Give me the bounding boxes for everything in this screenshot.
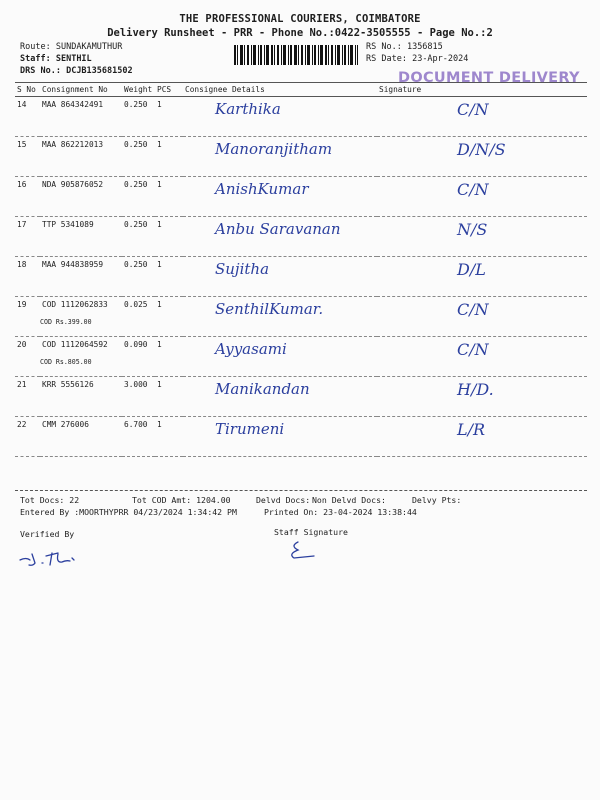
- delivery-status-handwritten: C/N: [457, 100, 489, 119]
- drs-line: [20, 66, 133, 76]
- non-delvd-docs: Non Delvd Docs:: [312, 495, 386, 505]
- table-row: [15, 417, 587, 457]
- consignee-cell: [183, 417, 377, 457]
- pieces: 1: [155, 97, 183, 137]
- weight: 3.000: [122, 377, 155, 417]
- col-consignment-no: Consignment No: [40, 83, 122, 97]
- pieces: 1: [155, 337, 183, 377]
- rs-date-line: [366, 54, 468, 64]
- consignment-cell: [40, 297, 122, 337]
- verified-by-label: Verified By: [20, 529, 75, 539]
- signature-cell: [377, 337, 587, 377]
- cod-amount: COD Rs.805.00: [40, 358, 92, 366]
- table-row: [15, 377, 587, 417]
- signature-cell: [377, 297, 587, 337]
- consignee-name-handwritten: Sujitha: [215, 260, 270, 278]
- consignment-cell: [40, 337, 122, 377]
- serial-number: 19: [15, 297, 40, 337]
- delivery-status-handwritten: C/N: [457, 300, 489, 319]
- serial-number: 22: [15, 417, 40, 457]
- route-line: [20, 42, 122, 52]
- signature-cell: [377, 97, 587, 137]
- runsheet-title: Delivery Runsheet - PRR - Phone No.:0422-3505555 - Page No.:2: [107, 27, 493, 39]
- weight: 0.250: [122, 97, 155, 137]
- tot-cod-amount: Tot COD Amt: 1204.00: [132, 495, 231, 505]
- consignee-cell: [183, 177, 377, 217]
- pieces: 1: [155, 137, 183, 177]
- document-delivery-stamp: DOCUMENT DELIVERY: [398, 70, 580, 86]
- col-sno: S No: [15, 83, 40, 97]
- weight: 0.250: [122, 137, 155, 177]
- pieces: 1: [155, 297, 183, 337]
- weight: 0.025: [122, 297, 155, 337]
- pieces: 1: [155, 417, 183, 457]
- consignment-number: MAA 864342491: [42, 100, 104, 109]
- consignee-name-handwritten: AnishKumar: [215, 180, 309, 198]
- printed-on: Printed On: 23-04-2024 13:38:44: [264, 507, 417, 517]
- consignment-cell: [40, 417, 122, 457]
- signature-cell: [377, 177, 587, 217]
- col-weight: Weight: [122, 83, 155, 97]
- staff-label: Staff:: [20, 54, 51, 64]
- drs-label: DRS No.:: [20, 66, 61, 76]
- entered-by: Entered By :MOORTHYPRR 04/23/2024 1:34:42 PM: [20, 507, 237, 517]
- weight: 0.250: [122, 217, 155, 257]
- delivery-status-handwritten: L/R: [457, 420, 486, 439]
- signature-cell: [377, 417, 587, 457]
- table-row: [15, 297, 587, 337]
- signature-cell: [377, 377, 587, 417]
- rs-no-label: RS No.:: [366, 42, 402, 52]
- serial-number: 20: [15, 337, 40, 377]
- consignee-cell: [183, 257, 377, 297]
- staff-signature-scribble: [284, 538, 324, 560]
- rs-date-value: 23-Apr-2024: [412, 54, 469, 64]
- route-value: SUNDAKAMUTHUR: [55, 42, 123, 52]
- consignment-number: COD 1112064592: [42, 340, 108, 349]
- consignment-number: KRR 5556126: [42, 380, 94, 389]
- consignee-cell: [183, 217, 377, 257]
- table-row: [15, 217, 587, 257]
- weight: 0.250: [122, 257, 155, 297]
- signature-cell: [377, 257, 587, 297]
- footer-divider: [15, 490, 587, 491]
- consignment-cell: [40, 257, 122, 297]
- signature-cell: [377, 137, 587, 177]
- consignee-name-handwritten: Anbu Saravanan: [215, 220, 341, 238]
- col-signature: Signature: [377, 83, 587, 97]
- company-name: THE PROFESSIONAL COURIERS, COIMBATORE: [179, 13, 421, 25]
- serial-number: 16: [15, 177, 40, 217]
- consignee-cell: [183, 337, 377, 377]
- weight: 6.700: [122, 417, 155, 457]
- barcode-image: [234, 45, 358, 65]
- serial-number: 21: [15, 377, 40, 417]
- delivery-status-handwritten: D/N/S: [457, 140, 506, 159]
- serial-number: 17: [15, 217, 40, 257]
- weight: 0.090: [122, 337, 155, 377]
- consignment-cell: [40, 177, 122, 217]
- consignee-cell: [183, 297, 377, 337]
- verifier-signature-scribble: [16, 548, 86, 570]
- table-row: [15, 97, 587, 137]
- table-header-row: [15, 83, 587, 97]
- pieces: 1: [155, 177, 183, 217]
- drs-value: DCJB135681502: [66, 66, 133, 76]
- table-row: [15, 137, 587, 177]
- rs-no-value: 1356815: [406, 42, 443, 52]
- serial-number: 15: [15, 137, 40, 177]
- delivery-status-handwritten: C/N: [457, 180, 489, 199]
- table-body: [15, 97, 587, 457]
- weight: 0.250: [122, 177, 155, 217]
- consignment-cell: [40, 137, 122, 177]
- rs-date-label: RS Date:: [366, 54, 407, 64]
- col-consignee-details: Consignee Details: [183, 83, 377, 97]
- consignment-number: MAA 944838959: [42, 260, 104, 269]
- staff-line: [20, 54, 92, 64]
- col-pcs: PCS: [155, 83, 183, 97]
- consignee-cell: [183, 137, 377, 177]
- serial-number: 14: [15, 97, 40, 137]
- consignee-name-handwritten: Tirumeni: [215, 420, 285, 438]
- delivery-status-handwritten: N/S: [457, 220, 488, 239]
- pieces: 1: [155, 217, 183, 257]
- staff-signature-label: Staff Signature: [274, 527, 348, 537]
- tot-docs: Tot Docs: 22: [20, 495, 80, 505]
- pieces: 1: [155, 257, 183, 297]
- consignment-number: COD 1112062833: [42, 300, 108, 309]
- consignment-number: TTP 5341089: [42, 220, 94, 229]
- pieces: 1: [155, 377, 183, 417]
- consignee-name-handwritten: Manoranjitham: [215, 140, 333, 158]
- runsheet-table: [15, 82, 587, 457]
- route-label: Route:: [20, 42, 51, 52]
- table-row: [15, 257, 587, 297]
- delivery-status-handwritten: H/D.: [457, 380, 494, 399]
- consignment-cell: [40, 97, 122, 137]
- delvd-docs: Delvd Docs:: [256, 495, 311, 505]
- consignment-cell: [40, 217, 122, 257]
- consignment-cell: [40, 377, 122, 417]
- table-row: [15, 177, 587, 217]
- consignment-number: NDA 905876052: [42, 180, 104, 189]
- signature-cell: [377, 217, 587, 257]
- consignee-name-handwritten: Ayyasami: [215, 340, 287, 358]
- cod-amount: COD Rs.399.00: [40, 318, 92, 326]
- consignee-cell: [183, 377, 377, 417]
- consignment-number: MAA 862212013: [42, 140, 104, 149]
- delivery-status-handwritten: D/L: [457, 260, 486, 279]
- consignee-name-handwritten: Manikandan: [215, 380, 310, 398]
- delvy-pts: Delvy Pts:: [412, 495, 462, 505]
- consignee-name-handwritten: SenthilKumar.: [215, 300, 324, 318]
- consignment-number: CMM 276006: [42, 420, 89, 429]
- rs-no-line: [366, 42, 443, 52]
- table-row: [15, 337, 587, 377]
- consignee-name-handwritten: Karthika: [215, 100, 281, 118]
- staff-value: SENTHIL: [55, 54, 92, 64]
- serial-number: 18: [15, 257, 40, 297]
- delivery-status-handwritten: C/N: [457, 340, 489, 359]
- consignee-cell: [183, 97, 377, 137]
